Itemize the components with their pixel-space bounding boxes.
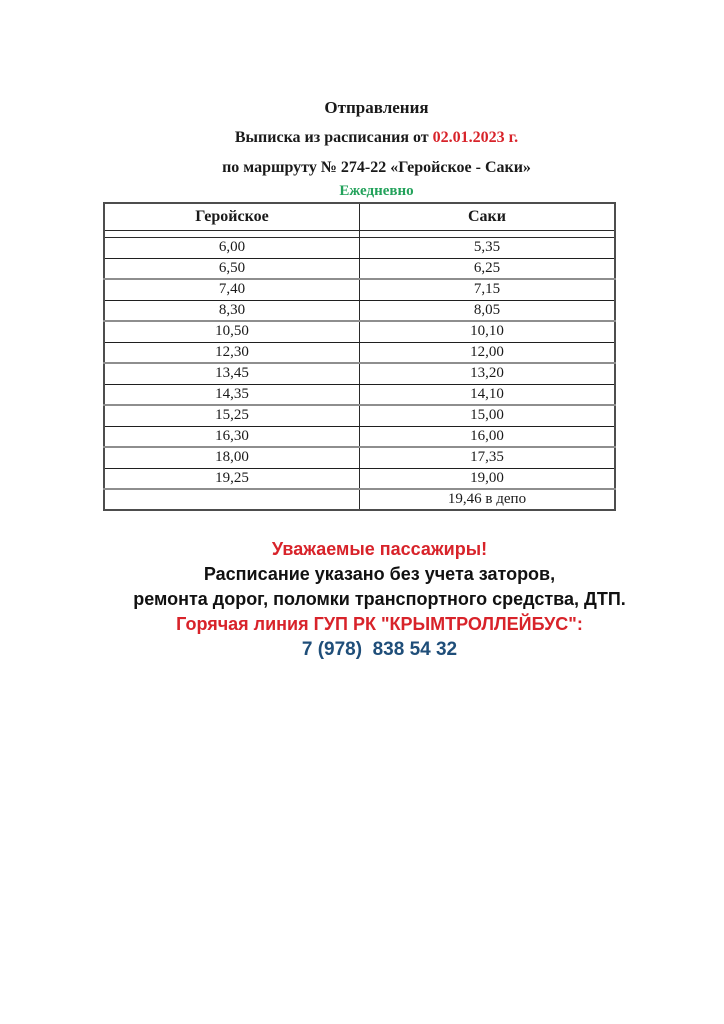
hotline-label: Горячая линия ГУП РК "КРЫМТРОЛЛЕЙБУС": [176,614,583,634]
table-row [104,321,615,342]
column-header-geroyskoe: Геройское [104,203,360,230]
document-content [103,97,626,662]
departure-time-geroyskoe: 7,40 [104,279,360,300]
departure-time-saki: 13,20 [360,363,616,384]
departure-time-geroyskoe: 18,00 [104,447,360,468]
notice-text-line: ремонта дорог, поломки транспортного средства, ДТП. [133,589,626,609]
departures-table [103,202,616,511]
table-row [104,279,615,300]
schedule-date: 02.01.2023 г. [432,129,519,146]
departure-time-geroyskoe: 14,35 [104,384,360,405]
notice-text-line: Расписание указано без учета заторов, [203,564,556,584]
departure-time-saki: 15,00 [360,405,616,426]
spacer-cell [360,230,616,237]
departure-time-geroyskoe: 19,25 [104,468,360,489]
departure-time-saki: 17,35 [360,447,616,468]
departure-time-geroyskoe: 12,30 [104,342,360,363]
table-row [104,363,615,384]
column-header-saki: Саки [360,203,616,230]
page-title: Отправления [324,98,429,117]
table-row [104,258,615,279]
departure-time-geroyskoe [104,489,360,510]
spacer-row [104,230,615,237]
table-header-row [104,203,615,230]
table-row [104,468,615,489]
departure-time-saki: 8,05 [360,300,616,321]
departure-time-geroyskoe: 13,45 [104,363,360,384]
departure-time-geroyskoe: 10,50 [104,321,360,342]
departure-time-saki: 14,10 [360,384,616,405]
subtitle-text: Выписка из расписания от [234,129,429,146]
hotline-phone-number: 7 (978) 838 54 32 [301,639,458,660]
subtitle-line [120,127,633,148]
route-title: по маршруту № 274-22 «Геройское - Саки» [222,159,531,176]
notice-heading: Уважаемые пассажиры! [271,539,488,559]
departure-time-saki: 19,46 в депо [360,489,616,510]
spacer-cell [104,230,360,237]
departure-time-saki: 6,25 [360,258,616,279]
table-row [104,447,615,468]
departure-time-saki: 7,15 [360,279,616,300]
table-row [104,237,615,258]
passenger-notice [123,537,636,662]
departure-time-geroyskoe: 16,30 [104,426,360,447]
table-row [104,342,615,363]
departure-time-saki: 19,00 [360,468,616,489]
departure-time-geroyskoe: 15,25 [104,405,360,426]
table-row [104,426,615,447]
table-row [104,405,615,426]
table-row [104,384,615,405]
departure-time-saki: 12,00 [360,342,616,363]
table-row [104,489,615,510]
departure-time-geroyskoe: 6,50 [104,258,360,279]
departure-time-geroyskoe: 8,30 [104,300,360,321]
table-row [104,300,615,321]
departure-time-saki: 10,10 [360,321,616,342]
departure-time-saki: 5,35 [360,237,616,258]
frequency-label: Ежедневно [339,183,414,199]
departure-time-geroyskoe: 6,00 [104,237,360,258]
departure-time-saki: 16,00 [360,426,616,447]
